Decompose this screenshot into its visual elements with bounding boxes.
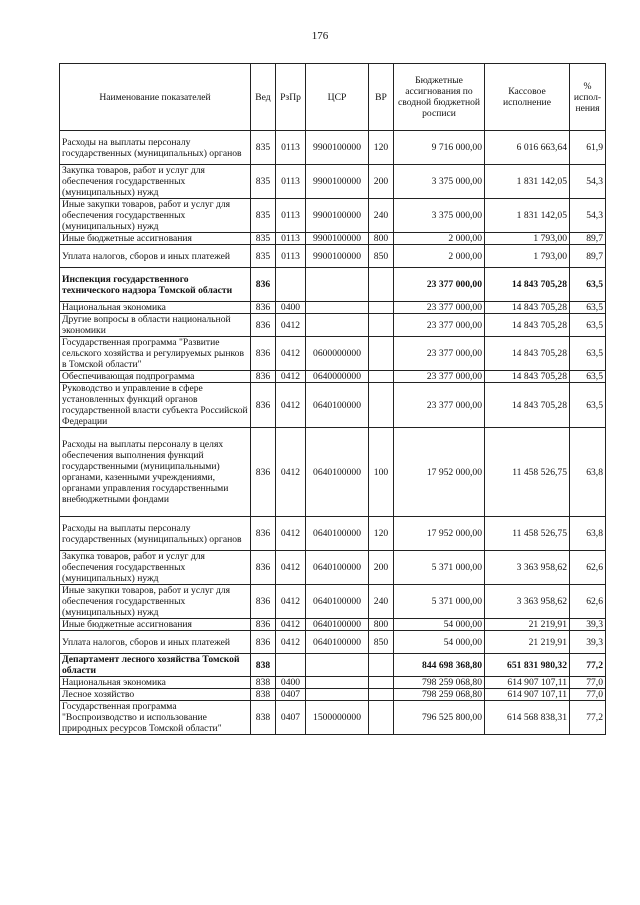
header-assignments: Бюджетные ассигнования по сводной бюджетной росписи	[394, 64, 485, 131]
cell-vr: 200	[369, 551, 394, 585]
cell-rzpr: 0412	[276, 517, 306, 551]
table-row	[60, 428, 606, 517]
cell-vr	[369, 337, 394, 371]
cell-assignments: 2 000,00	[394, 233, 485, 245]
cell-ved: 836	[251, 619, 276, 631]
cell-percent: 54,3	[570, 199, 606, 233]
cell-percent: 39,3	[570, 631, 606, 654]
cell-assignments: 3 375 000,00	[394, 199, 485, 233]
cell-cash-execution: 1 831 142,05	[485, 165, 570, 199]
cell-csr	[306, 689, 369, 701]
cell-name: Государственная программа "Воспроизводство и использование природных ресурсов Томской области"	[60, 701, 251, 735]
cell-ved: 836	[251, 428, 276, 517]
cell-rzpr: 0113	[276, 245, 306, 268]
cell-ved: 835	[251, 245, 276, 268]
cell-vr	[369, 302, 394, 314]
header-rzpr: РзПр	[276, 64, 306, 131]
table-row	[60, 585, 606, 619]
cell-ved: 836	[251, 302, 276, 314]
cell-name: Инспекция государственного технического надзора Томской области	[60, 268, 251, 302]
cell-ved: 835	[251, 165, 276, 199]
table-row	[60, 619, 606, 631]
cell-assignments: 2 000,00	[394, 245, 485, 268]
cell-percent: 77,0	[570, 677, 606, 689]
cell-ved: 838	[251, 689, 276, 701]
cell-percent: 63,5	[570, 302, 606, 314]
cell-rzpr: 0407	[276, 689, 306, 701]
cell-csr: 9900100000	[306, 131, 369, 165]
cell-vr	[369, 677, 394, 689]
cell-cash-execution: 614 907 107,11	[485, 689, 570, 701]
header-percent: % испол-нения	[570, 64, 606, 131]
cell-rzpr: 0412	[276, 631, 306, 654]
cell-csr: 0600000000	[306, 337, 369, 371]
cell-assignments: 798 259 068,80	[394, 689, 485, 701]
table-row	[60, 654, 606, 677]
cell-name: Расходы на выплаты персоналу в целях обеспечения выполнения функций государственными (муниципальными) органами, казенными учреждениями, органами управления государственными внебюджетными фондами	[60, 428, 251, 517]
cell-name: Расходы на выплаты персоналу государственных (муниципальных) органов	[60, 517, 251, 551]
cell-percent: 77,2	[570, 701, 606, 735]
cell-cash-execution: 3 363 958,62	[485, 551, 570, 585]
table-row	[60, 131, 606, 165]
cell-rzpr: 0412	[276, 551, 306, 585]
cell-name: Государственная программа "Развитие сельского хозяйства и регулируемых рынков в Томской области"	[60, 337, 251, 371]
cell-percent: 89,7	[570, 233, 606, 245]
cell-percent: 39,3	[570, 619, 606, 631]
cell-cash-execution: 21 219,91	[485, 619, 570, 631]
cell-csr: 9900100000	[306, 245, 369, 268]
cell-percent: 63,5	[570, 383, 606, 428]
cell-rzpr: 0400	[276, 302, 306, 314]
cell-cash-execution: 651 831 980,32	[485, 654, 570, 677]
cell-vr: 800	[369, 233, 394, 245]
table-row	[60, 199, 606, 233]
cell-assignments: 844 698 368,80	[394, 654, 485, 677]
cell-ved: 836	[251, 551, 276, 585]
cell-percent: 77,2	[570, 654, 606, 677]
cell-rzpr: 0412	[276, 383, 306, 428]
cell-name: Национальная экономика	[60, 302, 251, 314]
cell-name: Закупка товаров, работ и услуг для обеспечения государственных (муниципальных) нужд	[60, 551, 251, 585]
table-row	[60, 302, 606, 314]
cell-assignments: 17 952 000,00	[394, 517, 485, 551]
cell-assignments: 54 000,00	[394, 631, 485, 654]
cell-name: Обеспечивающая подпрограмма	[60, 371, 251, 383]
cell-cash-execution: 11 458 526,75	[485, 517, 570, 551]
cell-vr: 850	[369, 245, 394, 268]
cell-percent: 89,7	[570, 245, 606, 268]
cell-vr: 100	[369, 428, 394, 517]
cell-cash-execution: 1 831 142,05	[485, 199, 570, 233]
cell-name: Лесное хозяйство	[60, 689, 251, 701]
cell-cash-execution: 14 843 705,28	[485, 314, 570, 337]
table-row	[60, 383, 606, 428]
cell-csr: 9900100000	[306, 233, 369, 245]
cell-cash-execution: 21 219,91	[485, 631, 570, 654]
header-ved: Вед	[251, 64, 276, 131]
cell-percent: 54,3	[570, 165, 606, 199]
cell-vr	[369, 654, 394, 677]
cell-assignments: 5 371 000,00	[394, 551, 485, 585]
cell-csr	[306, 268, 369, 302]
cell-csr: 9900100000	[306, 165, 369, 199]
cell-percent: 63,5	[570, 268, 606, 302]
cell-vr: 240	[369, 199, 394, 233]
cell-vr: 800	[369, 619, 394, 631]
cell-vr: 200	[369, 165, 394, 199]
cell-vr	[369, 371, 394, 383]
cell-ved: 836	[251, 517, 276, 551]
cell-cash-execution: 14 843 705,28	[485, 371, 570, 383]
cell-percent: 62,6	[570, 585, 606, 619]
cell-rzpr: 0113	[276, 199, 306, 233]
cell-ved: 836	[251, 314, 276, 337]
cell-ved: 835	[251, 233, 276, 245]
cell-name: Иные закупки товаров, работ и услуг для обеспечения государственных (муниципальных) нужд	[60, 199, 251, 233]
cell-assignments: 5 371 000,00	[394, 585, 485, 619]
cell-vr	[369, 314, 394, 337]
table-row	[60, 551, 606, 585]
cell-assignments: 23 377 000,00	[394, 268, 485, 302]
cell-name: Руководство и управление в сфере установленных функций органов государственной власти субъекта Российской Федерации	[60, 383, 251, 428]
table-row	[60, 701, 606, 735]
cell-cash-execution: 14 843 705,28	[485, 383, 570, 428]
cell-rzpr: 0412	[276, 585, 306, 619]
cell-vr	[369, 383, 394, 428]
cell-csr	[306, 654, 369, 677]
table-row	[60, 677, 606, 689]
table-row	[60, 371, 606, 383]
cell-ved: 836	[251, 268, 276, 302]
cell-rzpr: 0113	[276, 165, 306, 199]
cell-ved: 836	[251, 371, 276, 383]
cell-vr: 120	[369, 131, 394, 165]
cell-cash-execution: 6 016 663,64	[485, 131, 570, 165]
header-cash-execution: Кассовое исполнение	[485, 64, 570, 131]
cell-csr: 0640100000	[306, 551, 369, 585]
cell-name: Департамент лесного хозяйства Томской области	[60, 654, 251, 677]
cell-rzpr: 0412	[276, 619, 306, 631]
cell-name: Иные закупки товаров, работ и услуг для обеспечения государственных (муниципальных) нужд	[60, 585, 251, 619]
table-row	[60, 314, 606, 337]
header-name: Наименование показателей	[60, 64, 251, 131]
cell-csr	[306, 302, 369, 314]
cell-percent: 62,6	[570, 551, 606, 585]
cell-rzpr	[276, 268, 306, 302]
cell-rzpr	[276, 654, 306, 677]
cell-ved: 835	[251, 131, 276, 165]
cell-vr	[369, 268, 394, 302]
cell-percent: 77,0	[570, 689, 606, 701]
cell-assignments: 9 716 000,00	[394, 131, 485, 165]
cell-cash-execution: 1 793,00	[485, 245, 570, 268]
cell-rzpr: 0113	[276, 233, 306, 245]
cell-ved: 836	[251, 585, 276, 619]
cell-rzpr: 0412	[276, 314, 306, 337]
cell-name: Иные бюджетные ассигнования	[60, 619, 251, 631]
cell-rzpr: 0113	[276, 131, 306, 165]
cell-vr: 850	[369, 631, 394, 654]
cell-csr: 0640000000	[306, 371, 369, 383]
cell-name: Другие вопросы в области национальной экономики	[60, 314, 251, 337]
cell-csr: 0640100000	[306, 585, 369, 619]
cell-assignments: 23 377 000,00	[394, 302, 485, 314]
cell-cash-execution: 14 843 705,28	[485, 302, 570, 314]
cell-assignments: 796 525 800,00	[394, 701, 485, 735]
cell-percent: 61,9	[570, 131, 606, 165]
cell-ved: 836	[251, 383, 276, 428]
page-number: 176	[311, 30, 329, 42]
cell-name: Уплата налогов, сборов и иных платежей	[60, 245, 251, 268]
cell-csr: 0640100000	[306, 619, 369, 631]
cell-cash-execution: 614 907 107,11	[485, 677, 570, 689]
cell-assignments: 17 952 000,00	[394, 428, 485, 517]
cell-ved: 836	[251, 631, 276, 654]
cell-ved: 835	[251, 199, 276, 233]
cell-vr: 120	[369, 517, 394, 551]
cell-percent: 63,8	[570, 428, 606, 517]
cell-name: Национальная экономика	[60, 677, 251, 689]
table-row	[60, 631, 606, 654]
cell-cash-execution: 14 843 705,28	[485, 268, 570, 302]
cell-cash-execution: 3 363 958,62	[485, 585, 570, 619]
cell-csr	[306, 677, 369, 689]
cell-percent: 63,5	[570, 371, 606, 383]
cell-csr: 0640100000	[306, 383, 369, 428]
cell-vr: 240	[369, 585, 394, 619]
cell-name: Закупка товаров, работ и услуг для обеспечения государственных (муниципальных) нужд	[60, 165, 251, 199]
cell-percent: 63,5	[570, 337, 606, 371]
table-row	[60, 268, 606, 302]
cell-cash-execution: 14 843 705,28	[485, 337, 570, 371]
budget-execution-table	[59, 63, 606, 735]
table-row	[60, 689, 606, 701]
cell-csr: 9900100000	[306, 199, 369, 233]
cell-assignments: 3 375 000,00	[394, 165, 485, 199]
cell-vr	[369, 701, 394, 735]
cell-ved: 836	[251, 337, 276, 371]
table-row	[60, 517, 606, 551]
table-row	[60, 233, 606, 245]
cell-rzpr: 0400	[276, 677, 306, 689]
cell-vr	[369, 689, 394, 701]
cell-assignments: 23 377 000,00	[394, 337, 485, 371]
cell-csr: 0640100000	[306, 517, 369, 551]
cell-ved: 838	[251, 701, 276, 735]
cell-csr: 0640100000	[306, 428, 369, 517]
header-csr: ЦСР	[306, 64, 369, 131]
cell-csr	[306, 314, 369, 337]
table-header	[60, 64, 606, 131]
cell-assignments: 23 377 000,00	[394, 314, 485, 337]
cell-rzpr: 0412	[276, 371, 306, 383]
cell-assignments: 54 000,00	[394, 619, 485, 631]
cell-csr: 1500000000	[306, 701, 369, 735]
cell-name: Расходы на выплаты персоналу государственных (муниципальных) органов	[60, 131, 251, 165]
cell-name: Уплата налогов, сборов и иных платежей	[60, 631, 251, 654]
cell-cash-execution: 1 793,00	[485, 233, 570, 245]
cell-rzpr: 0412	[276, 428, 306, 517]
cell-rzpr: 0412	[276, 337, 306, 371]
cell-percent: 63,5	[570, 314, 606, 337]
cell-ved: 838	[251, 677, 276, 689]
table-body	[60, 131, 606, 735]
table-row	[60, 245, 606, 268]
header-vr: ВР	[369, 64, 394, 131]
cell-name: Иные бюджетные ассигнования	[60, 233, 251, 245]
table-row	[60, 165, 606, 199]
cell-cash-execution: 11 458 526,75	[485, 428, 570, 517]
cell-assignments: 23 377 000,00	[394, 383, 485, 428]
cell-assignments: 798 259 068,80	[394, 677, 485, 689]
cell-rzpr: 0407	[276, 701, 306, 735]
table-row	[60, 337, 606, 371]
cell-cash-execution: 614 568 838,31	[485, 701, 570, 735]
cell-assignments: 23 377 000,00	[394, 371, 485, 383]
cell-csr: 0640100000	[306, 631, 369, 654]
cell-ved: 838	[251, 654, 276, 677]
cell-percent: 63,8	[570, 517, 606, 551]
